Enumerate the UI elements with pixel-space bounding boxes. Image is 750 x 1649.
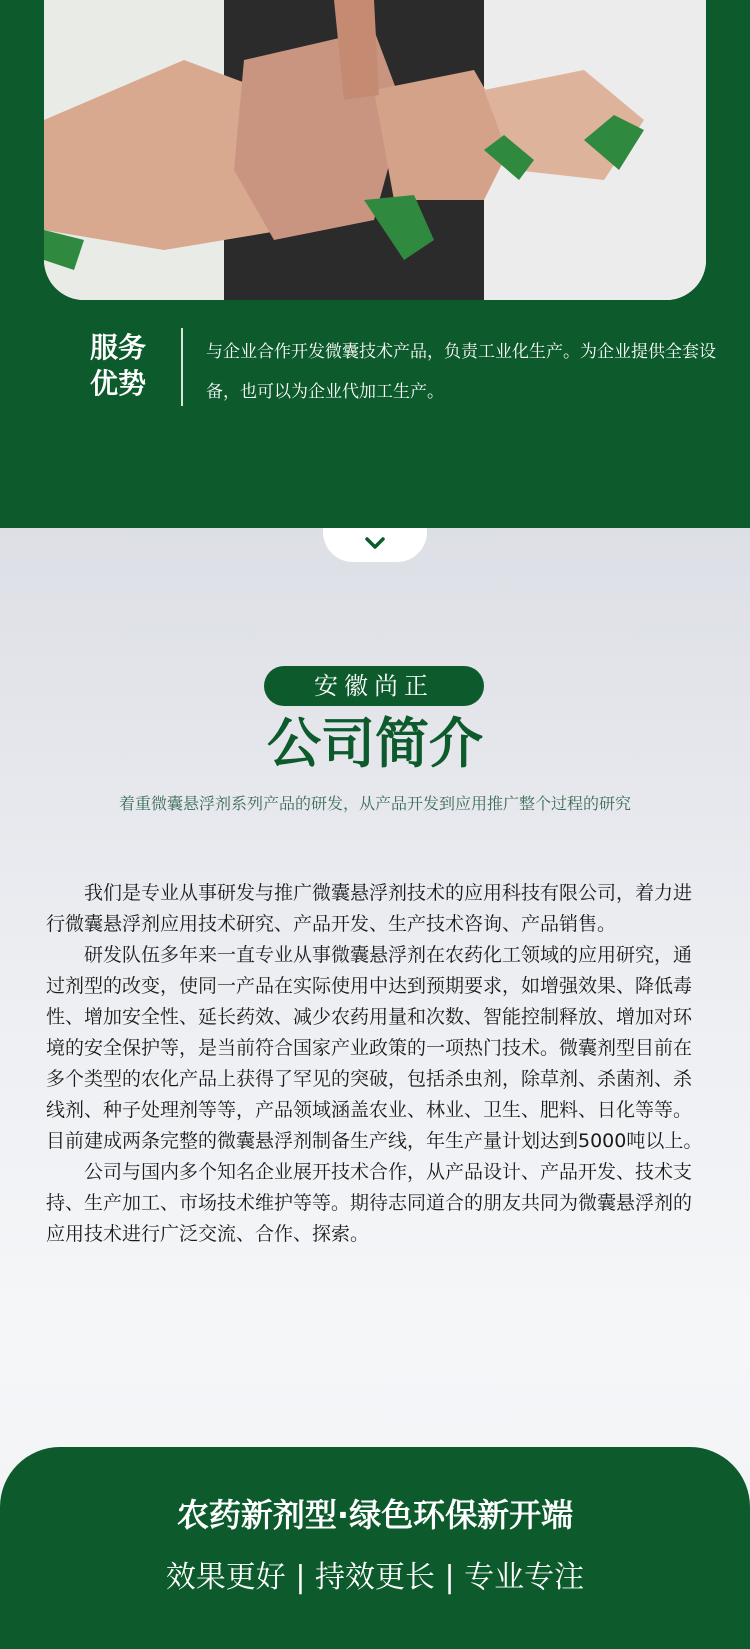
page-title: 公司简介 — [267, 712, 483, 775]
company-name-pill: 安徽尚正 — [264, 666, 484, 706]
slogan-banner — [0, 1447, 750, 1649]
paragraph: 研发队伍多年来一直专业从事微囊悬浮剂在农药化工领域的应用研究，通过剂型的改变，使同一产品在实际使用中达到预期要求，如增强效果、降低毒性、增加安全性、延长药效、减少农药用量和次数、智能控制释放、增加对环境的安全保护等，是当前符合国家产业政策的一项热门技术。微囊剂型目前在多个类型的农化产品上获得了罕见的突破，包括杀虫剂，除草剂、杀菌剂、杀线剂、种子处理剂等等，产品领域涵盖农业、林业、卫生、肥料、日化等等。目前建成两条完整的微囊悬浮剂制备生产线，年生产量计划达到5000吨以上。 — [46, 944, 703, 1152]
chevron-down-icon[interactable] — [364, 535, 386, 551]
company-tagline: 着重微囊悬浮剂系列产品的研发，从产品开发到应用推广整个过程的研究 — [118, 794, 631, 813]
slogan: 农药新剂型·绿色环保新开端 — [176, 1496, 574, 1534]
service-title: 服务 优势 — [90, 331, 147, 400]
thumbs-up-photo — [44, 0, 706, 300]
service-description: 与企业合作开发微囊技术产品，负责工业化生产。为企业提供全套设备，也可以为企业代加工生产。 — [206, 342, 716, 402]
paragraph: 公司与国内多个知名企业展开技术合作，从产品设计、产品开发、技术支持、生产加工、市场技术维护等等。期待志同道合的朋友共同为微囊悬浮剂的应用技术进行广泛交流、合作、探索。 — [46, 1161, 693, 1245]
service-divider — [181, 328, 183, 406]
company-description — [46, 878, 710, 1250]
paragraph: 我们是专业从事研发与推广微囊悬浮剂技术的应用科技有限公司，着力进行微囊悬浮剂应用技术研究、产品开发、生产技术咨询、产品销售。 — [46, 882, 693, 935]
sub-slogan: 效果更好 | 持效更长 | 专业专注 — [165, 1560, 585, 1595]
